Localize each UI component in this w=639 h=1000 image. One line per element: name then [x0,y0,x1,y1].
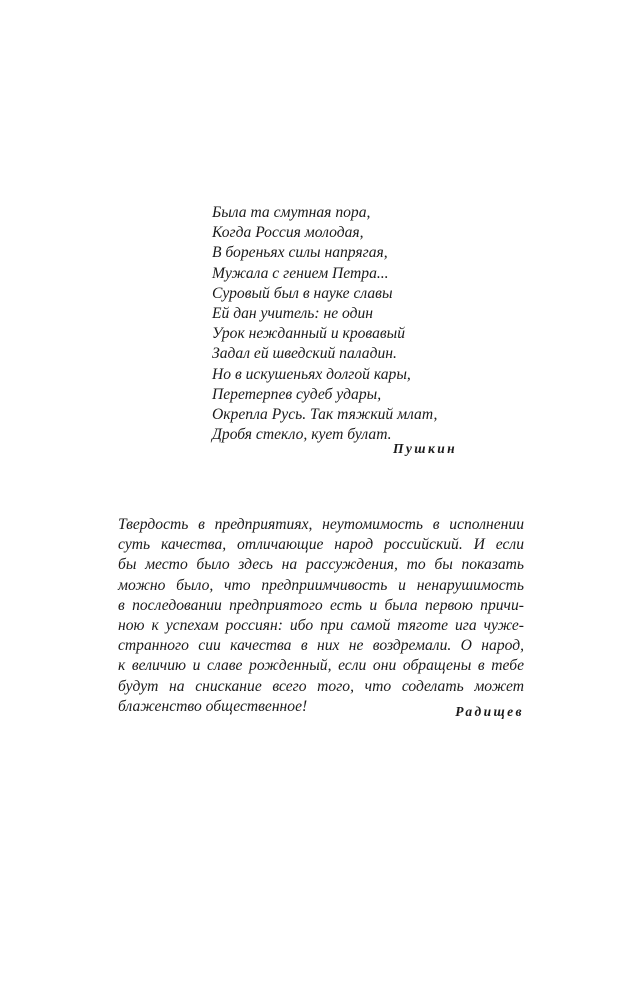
prose-epigraph [118,515,524,717]
poem-line: Была та смутная пора, [212,204,371,221]
poem-line: В бореньях силы напрягая, [212,244,388,262]
prose-line: блаженство общественное! [118,697,308,715]
prose-line: к величию и славе рожденный, если они обращены в тебе [118,657,524,675]
poem-line: Суровый был в науке славы [212,284,393,302]
poem-line: Дробя стекло, кует булат. [212,426,392,444]
prose-line: в последовании предприятого есть и была первою причи- [118,596,524,614]
poem-epigraph [212,203,512,445]
poem-line: Когда Россия молодая, [212,224,364,242]
prose-line: суть качества, отличающие народ российский. И если [118,536,524,554]
prose-line: странного сии качества в них не воздремали. О народ, [118,637,524,655]
poem-line: Но в искушеньях долгой кары, [212,365,411,383]
poem-line: Задал ей шведский паладин. [212,345,397,363]
poem-line: Окрепла Русь. Так тяжкий млат, [212,406,438,424]
poem-author: Пушкин [393,441,457,456]
prose-line: будут на снискание всего того, что соделать может [118,677,524,695]
poem-line: Мужала с гением Петра... [212,264,389,282]
poem-line: Урок нежданный и кровавый [212,325,406,343]
prose-author: Радищев [455,704,524,719]
poem-line: Ей дан учитель: не один [212,305,374,323]
prose-line: ною к успехам россиян: ибо при самой тяготе ига чуже- [118,617,524,635]
prose-line: бы место было здесь на рассуждения, то бы показать [118,556,524,574]
prose-line: можно было, что предприимчивость и ненарушимость [118,576,524,594]
prose-line: Твердость в предприятиях, неутомимость в исполнении [118,516,524,533]
poem-line: Перетерпев судеб удары, [212,385,382,403]
